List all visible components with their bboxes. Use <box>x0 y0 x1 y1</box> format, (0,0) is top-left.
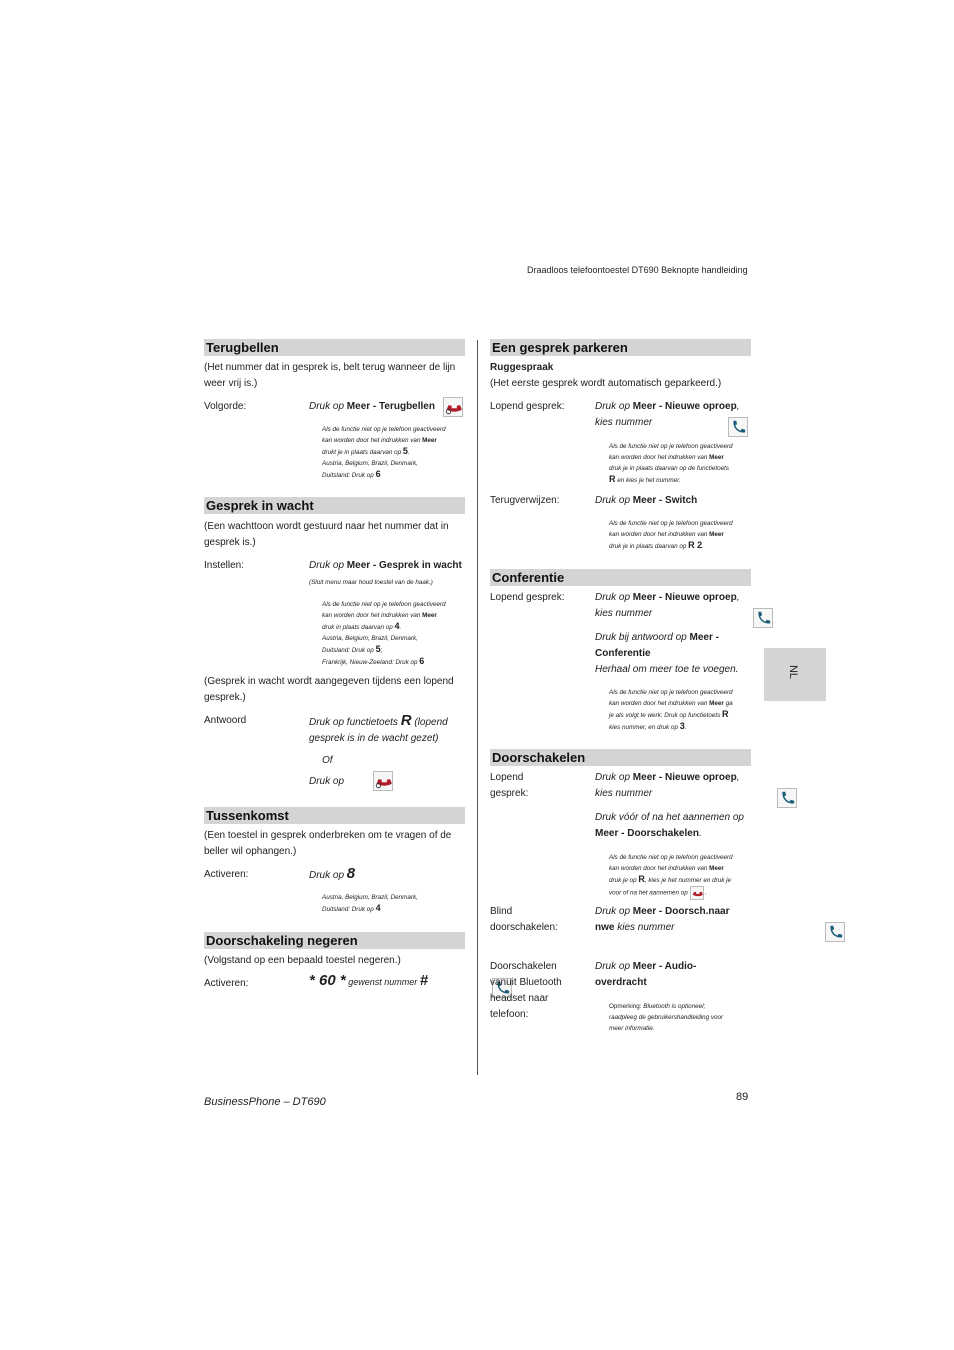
parkeren-label-lopend: Lopend gesprek: <box>490 401 565 412</box>
language-tab: NL <box>764 648 826 701</box>
call-phone-icon <box>753 608 773 628</box>
tussenkomst-action: Druk op 8 <box>309 865 356 882</box>
parkeren-subtitle: Ruggespraak <box>490 362 554 373</box>
section-title-doorschakeling-negeren: Doorschakeling negeren <box>204 932 465 949</box>
section-title-gesprek-in-wacht: Gesprek in wacht <box>204 497 465 514</box>
negeren-description: (Volgstand op een bepaald toestel negeren.) <box>204 955 401 966</box>
wacht-druk-op: Druk op <box>309 776 345 787</box>
conferentie-repeat: Herhaal om meer toe te voegen. <box>595 664 739 675</box>
conferentie-label: Lopend gesprek: <box>490 592 565 603</box>
call-phone-icon <box>728 417 748 437</box>
terugbellen-label: Volgorde: <box>204 401 247 412</box>
wacht-label: Instellen: <box>204 560 245 571</box>
doorschakelen-remark: Opmerking: Bluetooth is optioneel; raadpleeg de gebruikershandleiding voor meer informatie. <box>609 1003 724 1032</box>
tussenkomst-description: (Een toestel in gesprek onderbreken om te vragen of de beller wil ophangen.) <box>204 830 452 857</box>
parkeren-action-2: Druk op Meer - Switch <box>595 495 698 506</box>
doorschakelen-label-blind: Blind doorschakelen: <box>490 906 558 933</box>
hangup-phone-icon <box>373 771 393 791</box>
page-number: 89 <box>736 1091 749 1103</box>
section-title-tussenkomst: Tussenkomst <box>204 807 465 824</box>
section-title-doorschakelen: Doorschakelen <box>490 749 751 766</box>
call-phone-icon <box>825 922 845 942</box>
doorschakelen-label-bluetooth: Doorschakelen vanuit Bluetooth headset naar telefoon: <box>490 961 562 1020</box>
wacht-label-antwoord: Antwoord <box>204 715 247 726</box>
section-title-terugbellen: Terugbellen <box>204 339 465 356</box>
doorschakelen-action-bluetooth: Druk op Meer - Audio- overdracht <box>595 961 697 988</box>
parkeren-action-1: Druk op Meer - Nieuwe oproep, kies nummer <box>595 401 740 428</box>
conferentie-action-2: Druk bij antwoord op Meer - Conferentie <box>595 632 719 659</box>
terugbellen-note: Als de functie niet op je telefoon geactiveerd kan worden door het indrukken van Meer drukt je in plaats daarvan op 5. Austria, Belgium, Brazil, Denmark, Duitsland: Druk op 6 <box>322 426 446 479</box>
parkeren-label-terugverwijzen: Terugverwijzen: <box>490 495 560 506</box>
tussenkomst-note: Austria, Belgium, Brazil, Denmark, Duitsland: Druk op 4 <box>322 894 418 913</box>
doorschakelen-label-lopend: Lopend gesprek: <box>490 772 529 799</box>
footer-product: BusinessPhone – DT690 <box>204 1096 326 1108</box>
document-header: Draadloos telefoontoestel DT690 Beknopte handleiding <box>527 265 748 275</box>
negeren-label: Activeren: <box>204 978 249 989</box>
terugbellen-action: Druk op Meer - Terugbellen <box>309 401 435 412</box>
wacht-description-2: (Gesprek in wacht wordt aangegeven tijdens een lopend gesprek.) <box>204 676 454 703</box>
section-title-gesprek-parkeren: Een gesprek parkeren <box>490 339 751 356</box>
hangup-phone-icon <box>690 886 704 900</box>
doorschakelen-action-blind: Druk op Meer - Doorsch.naar nwe kies nummer <box>595 906 730 933</box>
tussenkomst-label: Activeren: <box>204 869 249 880</box>
wacht-of: Of <box>322 755 333 766</box>
wacht-sub-note: (Sluit menu maar houd toestel van de haak.) <box>309 579 433 586</box>
terugbellen-description: (Het nummer dat in gesprek is, belt terug wanneer de lijn weer vrij is.) <box>204 362 456 389</box>
section-title-conferentie: Conferentie <box>490 569 751 586</box>
doorschakelen-action-1: Druk op Meer - Nieuwe oproep, kies nummer <box>595 772 740 799</box>
doorschakelen-note: Als de functie niet op je telefoon geactiveerd kan worden door het indrukken van Meer druk je op R, kies je het nummer en druk je voor of na het aannemen op . <box>609 852 733 900</box>
negeren-code: * 60 * gewenst nummer # <box>309 972 429 989</box>
wacht-description: (Een wachttoon wordt gestuurd naar het nummer dat in gesprek is.) <box>204 521 449 548</box>
parkeren-note-1: Als de functie niet op je telefoon geactiveerd kan worden door het indrukken van Meer druk je in plaats daarvan op de functietoets R en kies je het nummer. <box>609 443 733 484</box>
hangup-phone-icon <box>443 397 463 417</box>
wacht-answer: Druk op functietoets R (lopend gesprek is in de wacht gezet) <box>309 712 448 744</box>
conferentie-action-1: Druk op Meer - Nieuwe oproep, kies nummer <box>595 592 740 619</box>
wacht-action: Druk op Meer - Gesprek in wacht <box>309 560 462 571</box>
doorschakelen-action-2: Druk vóór of na het aannemen op Meer - Doorschakelen. <box>595 812 744 839</box>
conferentie-note: Als de functie niet op je telefoon geactiveerd kan worden door het indrukken van Meer ga je als volgt te werk: Druk op functietoets R kies nummer, en druk op 3. <box>609 689 733 731</box>
parkeren-note-2: Als de functie niet op je telefoon geactiveerd kan worden door het indrukken van Meer druk je in plaats daarvan op R 2. <box>609 520 733 550</box>
column-divider <box>477 340 478 1075</box>
parkeren-description: (Het eerste gesprek wordt automatisch geparkeerd.) <box>490 378 722 389</box>
call-phone-icon <box>777 788 797 808</box>
wacht-note: Als de functie niet op je telefoon geactiveerd kan worden door het indrukken van Meer druk in plaats daarvan op 4. Austria, Belgium, Brazil, Denmark, Duitsland: Druk op 5; Frankrijk, Nieuw-Zeeland: Druk op 6 <box>322 601 446 666</box>
